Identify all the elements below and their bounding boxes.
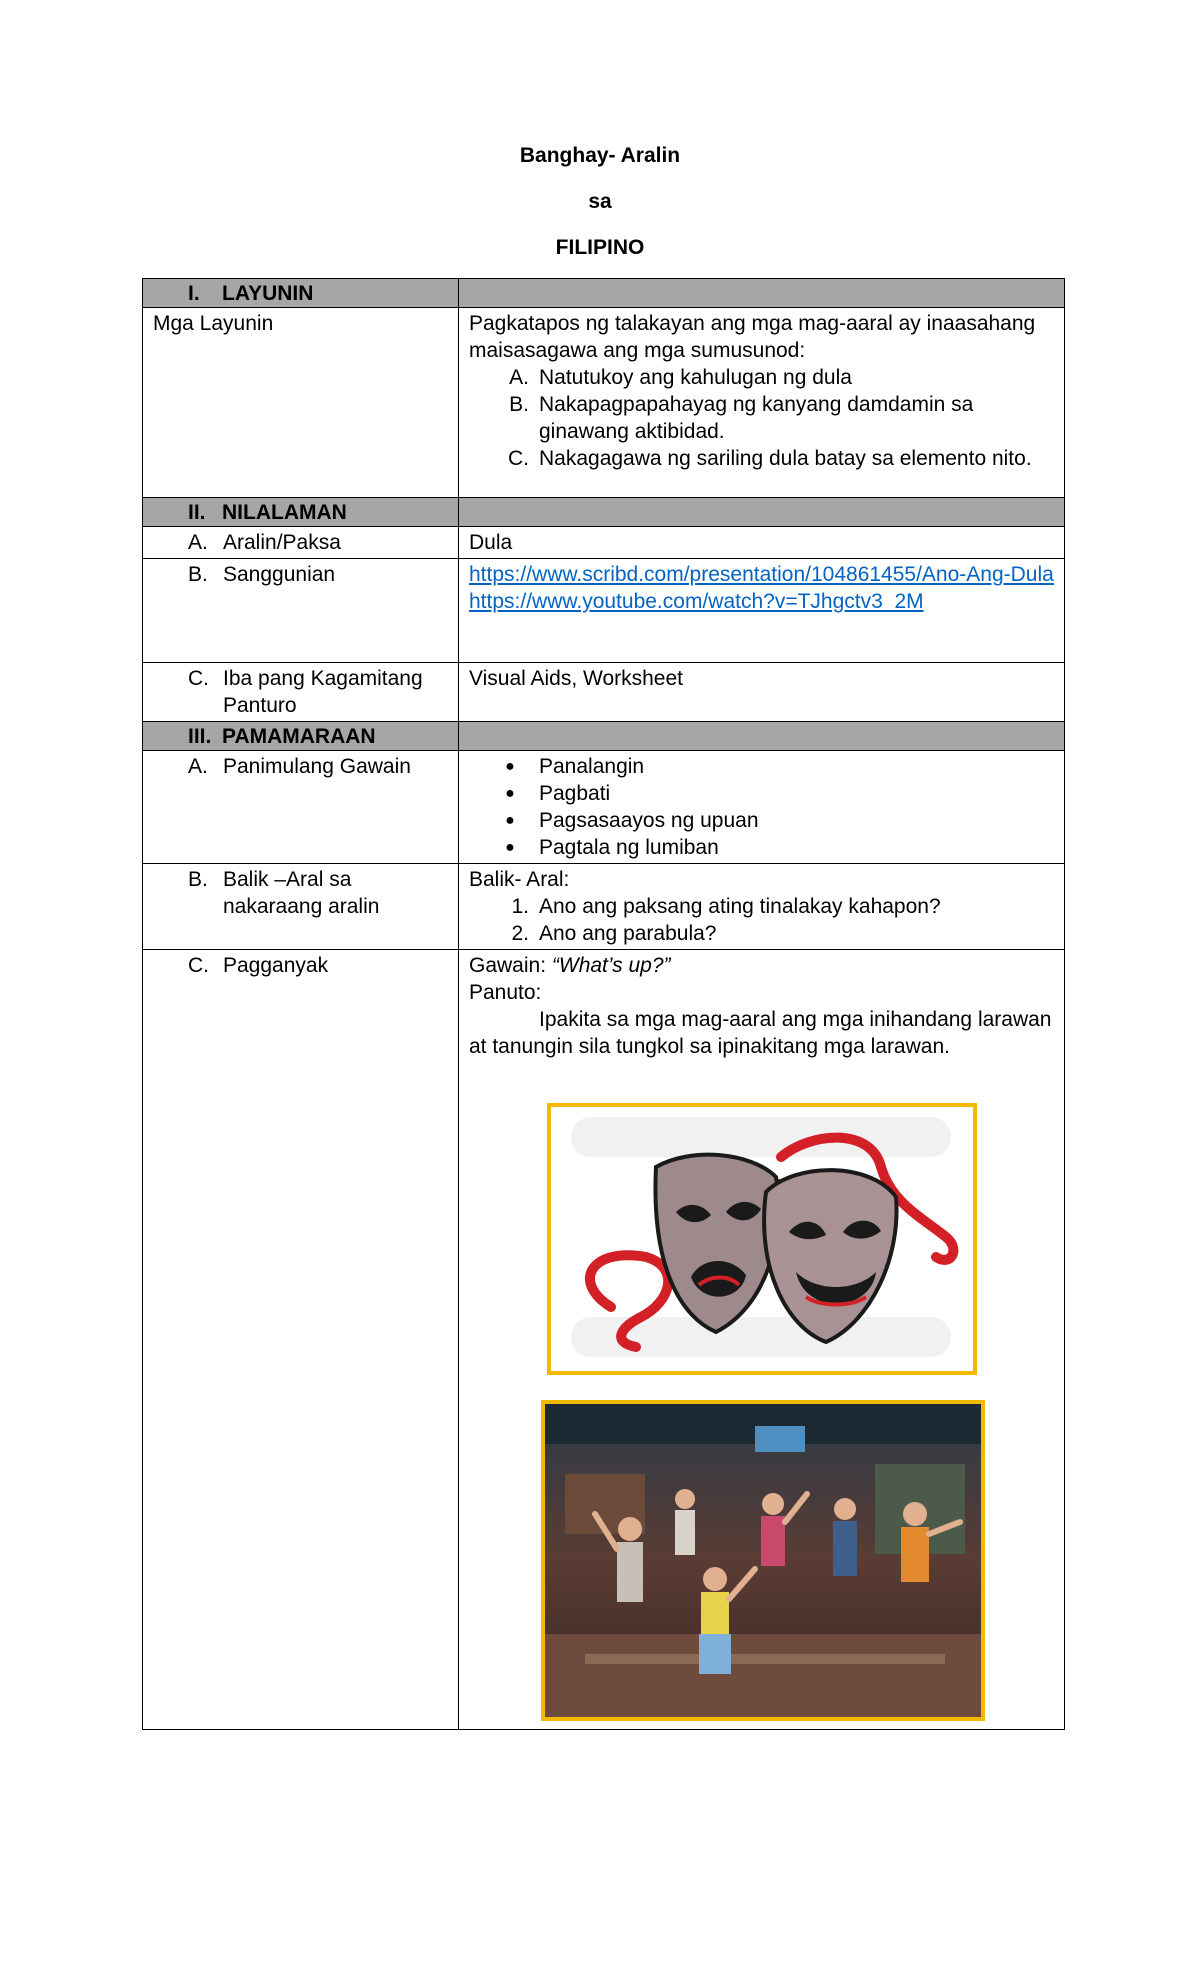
aralin-label: Aralin/Paksa [223, 531, 341, 554]
list-text: Ano ang paksang ating tinalakay kahapon? [539, 895, 941, 918]
stage-performance-image [541, 1400, 985, 1721]
balik-row [143, 864, 1065, 950]
bullet-icon: ● [505, 812, 515, 829]
panimula-label: Panimulang Gawain [223, 755, 411, 778]
section-number: III. [188, 725, 212, 748]
kagamitan-value: Visual Aids, Worksheet [459, 663, 1065, 722]
aralin-label-cell [143, 527, 459, 559]
sanggunian-links [459, 559, 1065, 663]
balik-list [469, 893, 1054, 947]
panuto-text: Ipakita sa mga mag-aaral ang mga inihandang larawan at tanungin sila tungkol sa ipinakitang mga larawan. [469, 1008, 1052, 1058]
item-marker: A. [188, 531, 208, 554]
section-label: LAYUNIN [222, 282, 314, 305]
list-text: Nakapagpapahayag ng kanyang damdamin sa ginawang aktibidad. [539, 393, 974, 443]
youtube-link[interactable]: https://www.youtube.com/watch?v=TJhgctv3_2M [469, 590, 924, 613]
layunin-row [143, 308, 1065, 498]
section-empty-cell [459, 722, 1065, 751]
list-text: Panalangin [539, 755, 645, 778]
list-item [469, 920, 1054, 947]
layunin-label: Mga Layunin [143, 308, 459, 498]
section-label: NILALAMAN [222, 501, 347, 524]
layunin-intro: Pagkatapos ng talakayan ang mga mag-aaral ay inaasahang maisasagawa ang mga sumusunod: [469, 312, 1036, 362]
kagamitan-row [143, 663, 1065, 722]
list-text: Natutukoy ang kahulugan ng dula [539, 366, 852, 389]
section-row-pamamaraan [143, 722, 1065, 751]
bullet-icon: ● [505, 785, 515, 802]
bullet-icon: ● [505, 758, 515, 775]
list-item [469, 807, 1054, 834]
scribd-link[interactable]: https://www.scribd.com/presentation/104861455/Ano-Ang-Dula [469, 563, 1054, 586]
list-item [469, 364, 1054, 391]
list-item [469, 893, 1054, 920]
list-text: Pagbati [539, 782, 611, 805]
list-item [469, 391, 1054, 445]
section-label-cell [143, 722, 459, 751]
gawain-line [469, 952, 1054, 979]
layunin-content [459, 308, 1065, 498]
panimula-label-cell [143, 751, 459, 864]
section-empty-cell [459, 498, 1065, 527]
list-marker: 1. [511, 895, 529, 918]
item-marker: A. [188, 755, 208, 778]
pagganyak-label-cell [143, 950, 459, 1730]
section-row-nilalaman [143, 498, 1065, 527]
stage-performance-illustration [545, 1404, 981, 1717]
list-item [469, 445, 1054, 472]
balik-label-cell [143, 864, 459, 950]
doc-subtitle: sa [588, 190, 612, 213]
bullet-icon: ● [505, 839, 515, 856]
list-item [469, 834, 1054, 861]
panimula-list [469, 753, 1054, 861]
section-label-cell [143, 279, 459, 308]
sanggunian-label-cell [143, 559, 459, 663]
aralin-row [143, 527, 1065, 559]
aralin-value: Dula [459, 527, 1065, 559]
balik-heading: Balik- Aral: [469, 868, 570, 891]
list-text: Pagsasaayos ng upuan [539, 809, 759, 832]
section-number: I. [188, 282, 200, 305]
panimula-row [143, 751, 1065, 864]
list-text: Ano ang parabula? [539, 922, 717, 945]
balik-content [459, 864, 1065, 950]
pagganyak-label: Pagganyak [223, 954, 329, 977]
doc-subject: FILIPINO [555, 236, 645, 259]
list-marker: C. [508, 447, 529, 470]
section-number: II. [188, 501, 206, 524]
list-item [469, 780, 1054, 807]
theater-masks-illustration [551, 1107, 973, 1371]
list-marker: 2. [511, 922, 529, 945]
list-text: Nakagagawa ng sariling dula batay sa elemento nito. [539, 447, 1032, 470]
item-marker: C. [188, 667, 209, 690]
section-row-layunin [143, 279, 1065, 308]
panimula-content [459, 751, 1065, 864]
item-marker: B. [188, 563, 208, 586]
kagamitan-label-cell [143, 663, 459, 722]
panuto-label: Panuto: [469, 981, 542, 1004]
theater-masks-image [547, 1103, 977, 1375]
list-marker: A. [509, 366, 529, 389]
layunin-list [469, 364, 1054, 472]
section-label-cell [143, 498, 459, 527]
item-marker: C. [188, 954, 209, 977]
gawain-title: “What’s up?” [551, 954, 671, 977]
doc-title: Banghay- Aralin [519, 144, 681, 167]
gawain-label: Gawain: [469, 954, 552, 977]
section-empty-cell [459, 279, 1065, 308]
list-marker: B. [509, 393, 529, 416]
list-text: Pagtala ng lumiban [539, 836, 719, 859]
sanggunian-row [143, 559, 1065, 663]
section-label: PAMAMARAAN [222, 725, 376, 748]
list-item [469, 753, 1054, 780]
item-marker: B. [188, 868, 208, 891]
kagamitan-label: Iba pang Kagamitang Panturo [223, 667, 423, 717]
balik-label: Balik –Aral sa nakaraang aralin [223, 868, 380, 918]
sanggunian-label: Sanggunian [223, 563, 336, 586]
